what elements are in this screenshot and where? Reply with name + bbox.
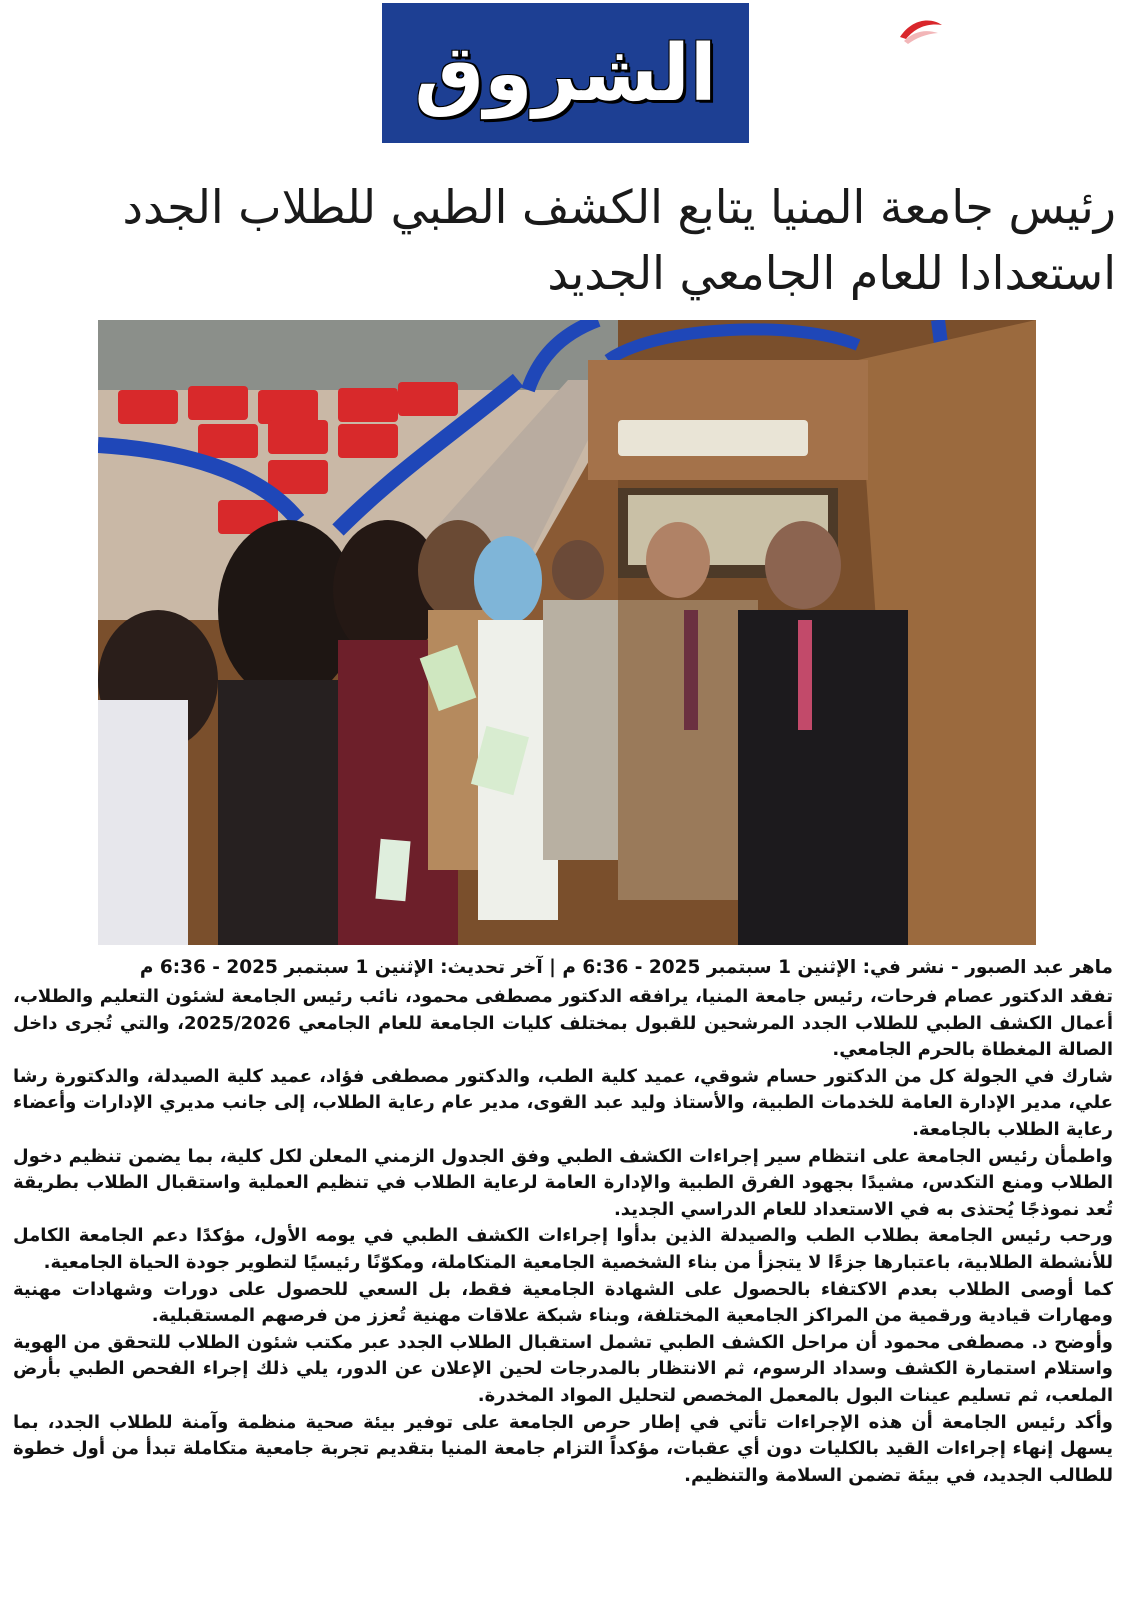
brand-swoosh-icon <box>894 17 946 47</box>
article-photo <box>98 320 1036 945</box>
byline-separator: | <box>549 957 556 978</box>
brand-logo[interactable] <box>382 3 749 143</box>
brand-wordmark: الشروق <box>414 29 717 119</box>
article-byline: ماهر عبد الصبور - نشر في: الإثنين 1 سبتمبر 2025 - 6:36 م | آخر تحديث: الإثنين 1 سبتمبر 2025 - 6:36 م <box>139 957 1113 978</box>
updated-label: آخر تحديث: <box>440 957 543 978</box>
article-paragraph: ورحب رئيس الجامعة بطلاب الطب والصيدلة الذين بدأوا إجراءات الكشف الطبي في يومه الأول، مؤكدًا دعم الجامعة الكامل للأنشطة الطلابية، باعتبارها جزءًا لا يتجزأ من بناء الشخصية الجامعية المتكاملة، ومكوّنًا رئيسيًا لتطوير جودة الحياة الجامعية. <box>13 1225 1113 1273</box>
article-paragraph: واطمأن رئيس الجامعة على انتظام سير إجراءات الكشف الطبي وفق الجدول الزمني المعلن لكل كلية، بما يضمن تنظيم دخول الطلاب ومنع التكدس، مشيدًا بجهود الفرق الطبية والإدارة العامة لرعاية الطلاب في تنظيم العملية واستقبال الطلاب بطريقة تُعد نموذجًا يُحتذى به في الاستعداد للعام الدراسي الجديد. <box>13 1145 1113 1220</box>
author-name[interactable]: ماهر عبد الصبور <box>965 957 1113 978</box>
published-date: الإثنين 1 سبتمبر 2025 - 6:36 م <box>562 957 857 978</box>
article-paragraph: كما أوصى الطلاب بعدم الاكتفاء بالحصول على الشهادة الجامعية فقط، بل السعي للحصول على دورات وشهادات مهنية ومهارات قيادية ورقمية من المراكز الجامعية المختلفة، وبناء شبكة علاقات مهنية تُعزز من فرصهم المستقبلية. <box>13 1278 1113 1327</box>
article-headline: رئيس جامعة المنيا يتابع الكشف الطبي للطلاب الجدد استعدادا للعام الجامعي الجديد <box>122 180 1116 300</box>
updated-date: الإثنين 1 سبتمبر 2025 - 6:36 م <box>139 957 434 978</box>
article-body <box>13 984 1113 1489</box>
article-paragraph: تفقد الدكتور عصام فرحات، رئيس جامعة المنيا، يرافقه الدكتور مصطفى محمود، نائب رئيس الجامعة لشئون التعليم والطلاب، أعمال الكشف الطبي للطلاب الجدد المرشحين للقبول بمختلف كليات الجامعة للعام الجامعي 2025/2026، والتي تُجرى داخل الصالة المغطاة بالحرم الجامعي. <box>13 986 1114 1061</box>
published-label: نشر في: <box>862 957 945 978</box>
article-paragraph: شارك في الجولة كل من الدكتور حسام شوقي، عميد كلية الطب، والدكتور مصطفى فؤاد، عميد كلية الصيدلة، والدكتورة رشا علي، مدير الإدارة العامة للخدمات الطبية، والأستاذ وليد عبد القوى، مدير عام رعاية الطلاب، إلى جانب مديري الإدارات وأعضاء رعاية الطلاب بالجامعة. <box>13 1065 1113 1140</box>
article-paragraph: وأوضح د. مصطفى محمود أن مراحل الكشف الطبي تشمل استقبال الطلاب الجدد عبر مكتب شئون الطلاب للتحقق من الهوية واستلام استمارة الكشف وسداد الرسوم، ثم الانتظار بالمدرجات لحين الإعلان عن الدور، يلي ذلك إجراء الفحص الطبي بأرض الملعب، ثم تسليم عينات البول بالمعمل المخصص لتحليل المواد المخدرة. <box>13 1331 1113 1406</box>
article-paragraph: وأكد رئيس الجامعة أن هذه الإجراءات تأتي في إطار حرص الجامعة على توفير بيئة صحية منظمة وآمنة للطلاب الجدد، بما يسهل إنهاء إجراءات القيد بالكليات دون أي عقبات، مؤكداً التزام جامعة المنيا بتقديم تجربة جامعية متكاملة تبدأ من أول خطوة للطالب الجديد، في بيئة تضمن السلامة والتنظيم. <box>13 1411 1113 1486</box>
